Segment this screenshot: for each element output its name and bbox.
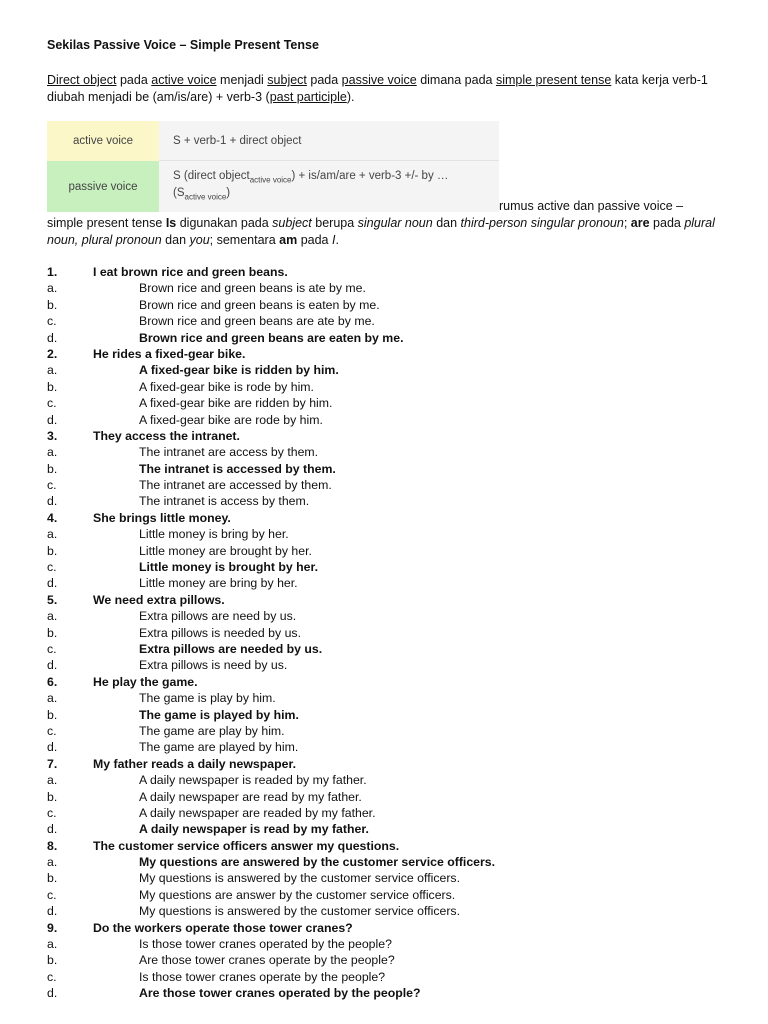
answer-option xyxy=(47,461,747,477)
option-letter: d. xyxy=(47,330,58,345)
formula-row-passive xyxy=(47,161,499,212)
correct-option-text: Extra pillows are needed by us. xyxy=(139,641,323,656)
option-text: Little money is bring by her. xyxy=(139,527,289,542)
answer-option xyxy=(47,526,747,542)
option-text: My questions is answered by the customer service officers. xyxy=(139,904,460,919)
question-item xyxy=(47,838,747,854)
correct-option-text: A daily newspaper is read by my father. xyxy=(139,822,369,837)
intro-past-participle: past participle xyxy=(269,89,347,104)
answer-option xyxy=(47,936,747,952)
usage-am: am xyxy=(279,232,298,247)
document-title: Sekilas Passive Voice – Simple Present Tense xyxy=(47,38,319,52)
option-letter: d. xyxy=(47,822,58,837)
correct-option-text: My questions are answered by the customer service officers. xyxy=(139,855,496,870)
question-item xyxy=(47,510,747,526)
option-letter: c. xyxy=(47,314,57,329)
intro-text: ). xyxy=(346,89,355,104)
option-letter: c. xyxy=(47,887,57,902)
option-text: A fixed-gear bike are rode by him. xyxy=(139,412,323,427)
option-letter: a. xyxy=(47,363,58,378)
correct-option-text: Little money is brought by her. xyxy=(139,560,319,575)
answer-option xyxy=(47,362,747,378)
option-letter: a. xyxy=(47,773,58,788)
answer-option xyxy=(47,477,747,493)
answer-option xyxy=(47,739,747,755)
answer-option xyxy=(47,641,747,657)
question-number: 9. xyxy=(47,920,58,935)
option-letter: b. xyxy=(47,297,58,312)
usage-text: digunakan pada xyxy=(176,216,273,230)
correct-option-text: Brown rice and green beans are eaten by me. xyxy=(139,330,404,345)
question-number: 1. xyxy=(47,265,58,279)
option-letter: b. xyxy=(47,543,58,558)
answer-option xyxy=(47,280,747,296)
usage-text: ; xyxy=(623,216,631,230)
formula-passive xyxy=(159,161,499,212)
intro-passive-voice: passive voice xyxy=(341,73,417,87)
question-item xyxy=(47,428,747,444)
option-letter: a. xyxy=(47,445,58,460)
option-text: The intranet is access by them. xyxy=(139,494,310,509)
option-text: The game are play by him. xyxy=(139,723,285,738)
answer-option xyxy=(47,412,747,428)
option-text: Is those tower cranes operate by the people? xyxy=(139,969,386,984)
usage-singular: singular noun xyxy=(357,216,433,230)
formula-passive-subscript: active voice xyxy=(249,175,292,185)
answer-option xyxy=(47,821,747,837)
answer-option xyxy=(47,772,747,788)
formula-passive-text xyxy=(173,170,448,203)
answer-option xyxy=(47,657,747,673)
option-letter: d. xyxy=(47,904,58,919)
usage-are: are xyxy=(630,216,650,230)
option-text: Extra pillows is needed by us. xyxy=(139,625,301,640)
option-letter: b. xyxy=(47,625,58,640)
formula-passive-part: ) + is/am/are + verb-3 +/- by … xyxy=(291,170,449,183)
option-letter: d. xyxy=(47,740,58,755)
usage-text: simple present tense xyxy=(47,216,166,230)
intro-text: menjadi xyxy=(216,73,268,87)
option-letter: b. xyxy=(47,461,58,476)
question-number: 3. xyxy=(47,428,58,443)
option-text: The intranet are accessed by them. xyxy=(139,478,332,493)
answer-option xyxy=(47,805,747,821)
answer-option xyxy=(47,723,747,739)
formula-label-passive: passive voice xyxy=(47,161,159,212)
option-text: A daily newspaper are readed by my father. xyxy=(139,805,376,820)
option-letter: d. xyxy=(47,412,58,427)
question-text: She brings little money. xyxy=(93,510,231,525)
question-item xyxy=(47,346,747,362)
intro-text: pada xyxy=(116,73,152,87)
option-letter: a. xyxy=(47,281,58,296)
intro-text: kata kerja verb-1 diubah menjadi be (am/is/are) + verb-3 ( xyxy=(47,73,708,104)
option-letter: b. xyxy=(47,953,58,968)
option-letter: a. xyxy=(47,937,58,952)
answer-option xyxy=(47,969,747,985)
usage-i: I xyxy=(331,232,336,247)
option-text: Extra pillows is need by us. xyxy=(139,658,288,673)
answer-option xyxy=(47,395,747,411)
option-text: Brown rice and green beans is eaten by me. xyxy=(139,297,380,312)
question-text: He rides a fixed-gear bike. xyxy=(93,346,246,361)
question-text: Do the workers operate those tower cranes? xyxy=(93,920,353,935)
usage-paragraph xyxy=(47,215,747,248)
answer-option xyxy=(47,887,747,903)
usage-text: dan xyxy=(161,232,190,247)
answer-option xyxy=(47,559,747,575)
answer-option xyxy=(47,854,747,870)
option-letter: b. xyxy=(47,789,58,804)
option-text: The game is play by him. xyxy=(139,691,276,706)
question-number: 2. xyxy=(47,346,58,361)
correct-option-text: A fixed-gear bike is ridden by him. xyxy=(139,363,339,378)
option-letter: c. xyxy=(47,723,57,738)
formula-table-image xyxy=(47,121,499,212)
option-text: Brown rice and green beans is ate by me. xyxy=(139,281,366,296)
answer-option xyxy=(47,690,747,706)
option-letter: c. xyxy=(47,969,57,984)
question-number: 6. xyxy=(47,674,58,689)
option-text: A daily newspaper is readed by my father. xyxy=(139,773,367,788)
answer-option xyxy=(47,379,747,395)
correct-option-text: The intranet is accessed by them. xyxy=(139,461,336,476)
formula-passive-part: (S xyxy=(173,186,185,199)
usage-text: ; sementara xyxy=(209,232,280,247)
answer-option xyxy=(47,870,747,886)
formula-label-active: active voice xyxy=(47,121,159,161)
option-letter: d. xyxy=(47,986,58,1001)
question-number: 5. xyxy=(47,592,58,607)
question-text: We need extra pillows. xyxy=(93,592,225,607)
option-letter: a. xyxy=(47,609,58,624)
option-text: Is those tower cranes operated by the people? xyxy=(139,937,392,952)
usage-subject: subject xyxy=(272,216,312,230)
question-text: I eat brown rice and green beans. xyxy=(93,265,288,279)
question-text: He play the game. xyxy=(93,674,198,689)
intro-text: dimana pada xyxy=(416,73,496,87)
answer-option xyxy=(47,444,747,460)
usage-third-person: third-person singular pronoun xyxy=(460,216,624,230)
option-letter: c. xyxy=(47,560,57,575)
answer-option xyxy=(47,330,747,346)
answer-option xyxy=(47,985,747,1001)
question-item xyxy=(47,592,747,608)
option-text: A daily newspaper are read by my father. xyxy=(139,789,362,804)
question-text: The customer service officers answer my questions. xyxy=(93,838,400,853)
formula-passive-part: S (direct object xyxy=(173,170,250,183)
option-letter: c. xyxy=(47,641,57,656)
option-letter: b. xyxy=(47,379,58,394)
intro-text: pada xyxy=(306,73,342,87)
formula-passive-subscript: active voice xyxy=(184,191,227,201)
answer-option xyxy=(47,543,747,559)
answer-option xyxy=(47,707,747,723)
intro-simple-present: simple present tense xyxy=(495,73,612,87)
option-letter: d. xyxy=(47,576,58,591)
option-text: Brown rice and green beans are ate by me. xyxy=(139,314,375,329)
intro-direct-object: Direct object xyxy=(47,73,117,87)
option-text: A fixed-gear bike are ridden by him. xyxy=(139,396,333,411)
option-text: Little money are brought by her. xyxy=(139,543,312,558)
answer-option xyxy=(47,625,747,641)
question-number: 8. xyxy=(47,838,58,853)
answer-option xyxy=(47,789,747,805)
option-text: Little money are bring by her. xyxy=(139,576,298,591)
question-item xyxy=(47,756,747,772)
usage-plural: plural noun, plural pronoun xyxy=(47,216,715,247)
intro-paragraph xyxy=(47,72,737,105)
usage-text: berupa xyxy=(311,216,358,230)
formula-active: S + verb-1 + direct object xyxy=(159,121,499,161)
formula-passive-part: ) xyxy=(226,186,231,199)
usage-text: . xyxy=(335,232,339,247)
answer-option xyxy=(47,952,747,968)
question-text: My father reads a daily newspaper. xyxy=(93,756,296,771)
option-letter: d. xyxy=(47,494,58,509)
question-item xyxy=(47,920,747,936)
option-text: The intranet are access by them. xyxy=(139,445,319,460)
usage-you: you xyxy=(189,232,210,247)
answer-option xyxy=(47,297,747,313)
answer-option xyxy=(47,608,747,624)
option-text: My questions is answered by the customer service officers. xyxy=(139,871,460,886)
formula-row-active xyxy=(47,121,499,161)
usage-text: pada xyxy=(297,232,332,247)
option-text: My questions are answer by the customer service officers. xyxy=(139,887,456,902)
option-text: Extra pillows are need by us. xyxy=(139,609,297,624)
question-text: They access the intranet. xyxy=(93,428,240,443)
question-list xyxy=(47,264,747,1002)
usage-text: pada xyxy=(649,216,685,230)
correct-option-text: The game is played by him. xyxy=(139,707,299,722)
option-letter: b. xyxy=(47,707,58,722)
option-letter: a. xyxy=(47,855,58,870)
answer-option xyxy=(47,493,747,509)
question-item xyxy=(47,674,747,690)
intro-active-voice: active voice xyxy=(151,73,217,87)
option-letter: a. xyxy=(47,691,58,706)
option-letter: a. xyxy=(47,527,58,542)
option-letter: c. xyxy=(47,478,57,493)
question-item xyxy=(47,264,747,280)
answer-option xyxy=(47,903,747,919)
usage-text: dan xyxy=(432,216,461,230)
formula-caption: rumus active dan passive voice – xyxy=(499,199,684,213)
option-letter: b. xyxy=(47,871,58,886)
question-number: 7. xyxy=(47,756,58,771)
option-text: Are those tower cranes operate by the people? xyxy=(139,953,395,968)
answer-option xyxy=(47,313,747,329)
option-letter: c. xyxy=(47,396,57,411)
correct-option-text: Are those tower cranes operated by the people? xyxy=(139,986,421,1001)
option-text: A fixed-gear bike is rode by him. xyxy=(139,379,314,394)
answer-option xyxy=(47,575,747,591)
question-number: 4. xyxy=(47,510,58,525)
option-letter: d. xyxy=(47,658,58,673)
intro-subject: subject xyxy=(267,73,307,87)
option-text: The game are played by him. xyxy=(139,740,299,755)
usage-is: Is xyxy=(165,216,177,230)
option-letter: c. xyxy=(47,805,57,820)
